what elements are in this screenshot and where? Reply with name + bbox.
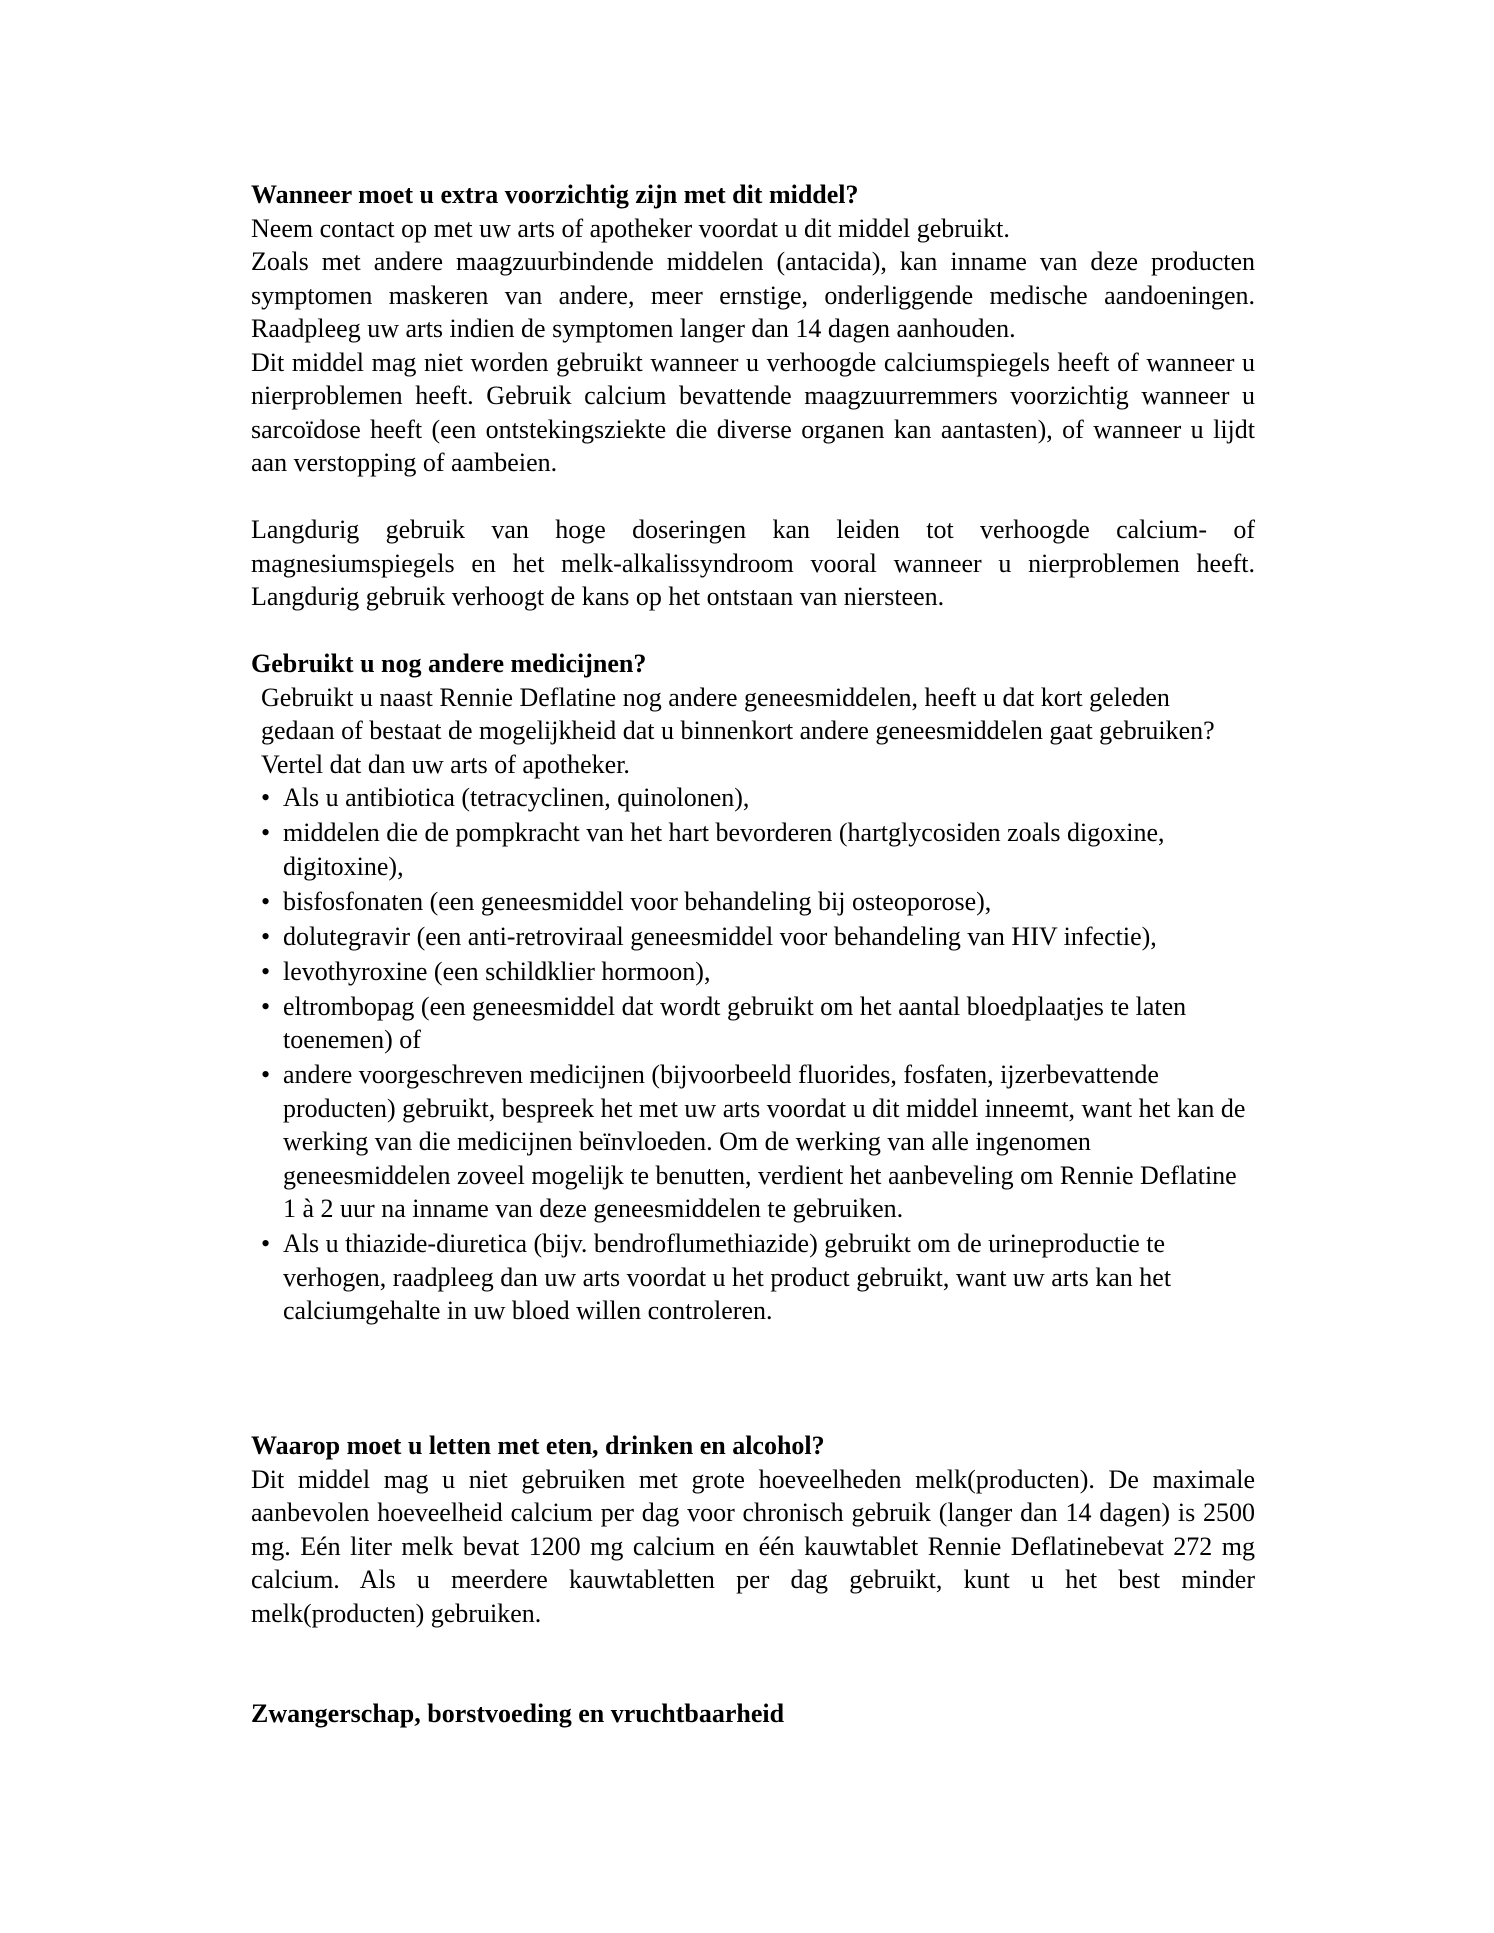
paragraph: Dit middel mag u niet gebruiken met grote hoeveelheden melk(producten). De maximale aanbevolen hoeveelheid calcium per dag voor chronisch gebruik (langer dan 14 dagen) is 2500 mg. Eén liter melk bevat 1200 mg calcium en één kauwtablet Rennie Deflatinebevat 272 mg calcium. Als u meerdere kauwtabletten per dag gebruikt, kunt u het best minder melk(producten) gebruiken.: [251, 1464, 1255, 1628]
list-item: [251, 990, 1255, 1057]
section-food-drink-alcohol: [251, 1429, 1255, 1630]
spacer: [251, 480, 1255, 514]
list-item-text: Als u antibiotica (tetracyclinen, quinolonen),: [283, 783, 750, 812]
list-item-text: eltrombopag (een geneesmiddel dat wordt gebruikt om het aantal bloedplaatjes te laten toenemen) of: [283, 991, 1187, 1054]
paragraph: Dit middel mag niet worden gebruikt wanneer u verhoogde calciumspiegels heeft of wanneer u nierproblemen heeft. Gebruik calcium bevattende maagzuurremmers voorzichtig wanneer u sarcoïdose heeft (een ontstekingsziekte die diverse organen kan aantasten), of wanneer u lijdt aan verstopping of aambeien.: [251, 347, 1255, 477]
bullet-icon: •: [261, 1229, 271, 1258]
list-item: [251, 1058, 1255, 1226]
document-page: [251, 178, 1255, 1731]
list-item-text: middelen die de pompkracht van het hart bevorderen (hartglycosiden zoals digoxine, digitoxine),: [283, 818, 1165, 881]
list-item: [251, 1227, 1255, 1328]
bullet-icon: •: [261, 783, 271, 812]
bullet-icon: •: [261, 991, 271, 1021]
list-item: [251, 781, 1255, 815]
bullet-icon: •: [261, 818, 271, 847]
spacer: [251, 1630, 1255, 1697]
spacer: [251, 1329, 1255, 1429]
list-item-text: andere voorgeschreven medicijnen (bijvoorbeeld fluorides, fosfaten, ijzerbevattende producten) gebruikt, bespreek het met uw arts voordat u dit middel inneemt, want het kan de werking van die medicijnen beïnvloeden. Om de werking van alle ingenomen geneesmiddelen zoveel mogelijk te benutten, verdient het aanbeveling om Rennie Deflatine 1 à 2 uur na inname van deze geneesmiddelen te gebruiken.: [283, 1060, 1246, 1223]
paragraph: Zoals met andere maagzuurbindende middelen (antacida), kan inname van deze producten symptomen maskeren van andere, meer ernstige, onderliggende medische aandoeningen. Raadpleeg uw arts indien de symptomen langer dan 14 dagen aanhouden.: [251, 247, 1255, 343]
section-heading: Waarop moet u letten met eten, drinken en alcohol?: [251, 1431, 825, 1460]
list-item-text: levothyroxine (een schildklier hormoon),: [283, 956, 711, 986]
list-item: [251, 920, 1255, 954]
bullet-list: [251, 781, 1255, 1328]
section-other-medicines: [251, 647, 1255, 1328]
list-item: [251, 816, 1255, 883]
section-heading: Wanneer moet u extra voorzichtig zijn met dit middel?: [251, 180, 859, 209]
section-pregnancy: [251, 1697, 1255, 1731]
paragraph: Gebruikt u naast Rennie Deflatine nog andere geneesmiddelen, heeft u dat kort geleden gedaan of bestaat de mogelijkheid dat u binnenkort andere geneesmiddelen gaat gebruiken? Vertel dat dan uw arts of apotheker.: [261, 682, 1215, 779]
list-item-text: Als u thiazide-diuretica (bijv. bendroflumethiazide) gebruikt om de urineproductie te verhogen, raadpleeg dan uw arts voordat u het product gebruikt, want uw arts kan het calciumgehalte in uw bloed willen controleren.: [283, 1229, 1172, 1325]
paragraph: Langdurig gebruik van hoge doseringen kan leiden tot verhoogde calcium- of magnesiumspiegels en het melk-alkalissyndroom vooral wanneer u nierproblemen heeft. Langdurig gebruik verhoogt de kans op het ontstaan van niersteen.: [251, 515, 1255, 611]
bullet-icon: •: [261, 1060, 271, 1089]
spacer: [251, 614, 1255, 648]
list-item: [251, 955, 1255, 989]
section-heading: Zwangerschap, borstvoeding en vruchtbaarheid: [251, 1699, 785, 1728]
list-item-text: dolutegravir (een anti-retroviraal geneesmiddel voor behandeling van HIV infectie),: [283, 921, 1157, 951]
paragraph: Neem contact op met uw arts of apotheker voordat u dit middel gebruikt.: [251, 213, 1010, 243]
bullet-icon: •: [261, 921, 271, 951]
section-precautions: [251, 178, 1255, 614]
list-item: [251, 885, 1255, 919]
section-heading: Gebruikt u nog andere medicijnen?: [251, 649, 647, 678]
list-item-text: bisfosfonaten (een geneesmiddel voor behandeling bij osteoporose),: [283, 886, 992, 916]
bullet-icon: •: [261, 956, 271, 986]
bullet-icon: •: [261, 886, 271, 916]
